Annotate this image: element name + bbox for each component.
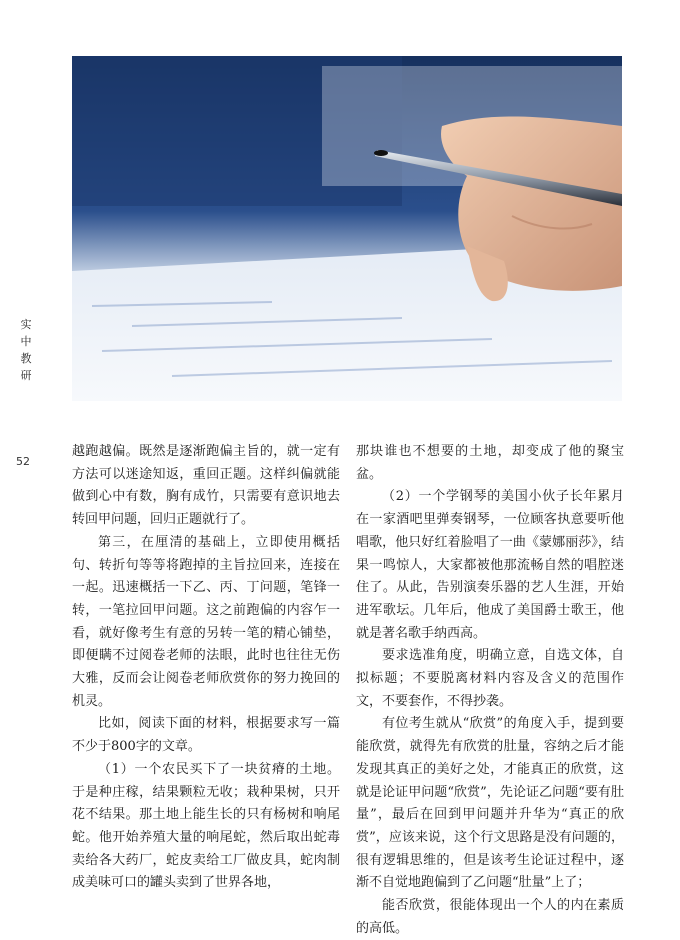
paragraph: 越跑越偏。既然是逐渐跑偏主旨的，就一定有方法可以迷途知返，重回正题。这样纠偏就能做到心中有数，胸有成竹，只需要有意识地去转回甲问题，回归正题就行了。 — [72, 444, 340, 528]
paragraph: 要求选准角度，明确立意，自选文体，自拟标题；不要脱离材料内容及含义的范围作文，不要套作，不得抄袭。 — [356, 648, 624, 709]
right-column — [356, 441, 624, 940]
paragraph: 比如，阅读下面的材料，根据要求写一篇不少于800字的文章。 — [72, 716, 340, 755]
left-column — [72, 441, 340, 895]
paragraph: （2）一个学钢琴的美国小伙子长年累月在一家酒吧里弹奏钢琴，一位顾客执意要听他唱歌，他只好红着脸唱了一曲《蒙娜丽莎》，结果一鸣惊人，大家都被他那流畅自然的唱腔迷住了。从此，告别演奏乐器的艺人生涯，开始进军歌坛。几年后，他成了美国爵士歌王，他就是著名歌手纳西高。 — [356, 489, 624, 641]
sidebar-char: 研 — [20, 369, 32, 382]
paragraph: 第三，在厘清的基础上，立即使用概括句、转折句等等将跑掉的主旨拉回来，连接在一起。迅速概括一下乙、丙、丁问题，笔锋一转，一笔拉回甲问题。这之前跑偏的内容乍一看，就好像考生有意的另转一笔的精心铺垫，即便瞒不过阅卷老师的法眼，此时也往往无伤大雅，反而会让阅卷老师欣赏你的努力挽回的机灵。 — [72, 534, 340, 709]
hero-photo-hand-writing — [72, 56, 622, 401]
sidebar-char: 实 — [20, 318, 32, 331]
paragraph: （1）一个农民买下了一块贫瘠的土地。于是种庄稼，结果颗粒无收；栽种果树，只开花不结果。那土地上能生长的只有杨树和响尾蛇。他开始养殖大量的响尾蛇，然后取出蛇毒卖给各大药厂，蛇皮卖给工厂做皮具，蛇肉制成美味可口的罐头卖到了世界各地， — [72, 761, 340, 891]
sidebar-char: 教 — [20, 352, 32, 365]
sidebar-char: 中 — [20, 335, 32, 348]
paragraph: 有位考生就从“欣赏”的角度入手，提到要能欣赏，就得先有欣赏的肚量，容纳之后才能发现其真正的美好之处，才能真正的欣赏，这就是论证甲问题“欣赏”，先论证乙问题“要有肚量”，最后在回到甲问题并升华为“真正的欣赏”，应该来说，这个行文思路是没有问题的，很有逻辑思维的，但是该考生论证过程中，逐渐不自觉地跑偏到了乙问题“肚量”上了； — [356, 716, 624, 891]
sidebar-journal-name — [18, 316, 34, 384]
page-number: 52 — [16, 455, 30, 468]
paragraph: 能否欣赏，很能体现出一个人的内在素质的高低。 — [356, 898, 624, 936]
paragraph: 那块谁也不想要的土地，却变成了他的聚宝盆。 — [356, 444, 624, 482]
